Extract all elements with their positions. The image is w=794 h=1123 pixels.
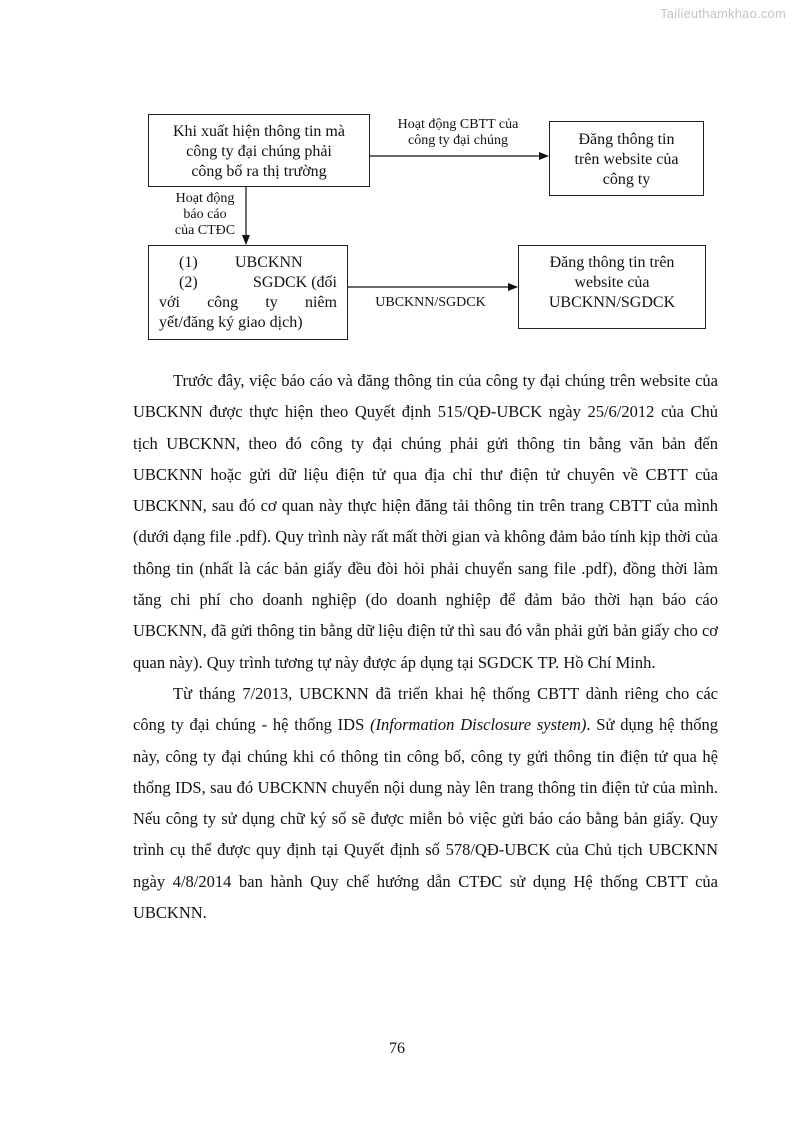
label-line: Hoạt động CBTT của — [397, 117, 519, 132]
box-line: website của — [574, 274, 650, 291]
word: công — [207, 294, 239, 311]
box-line: công ty — [602, 171, 651, 188]
text-run: . Sử dụng hệ thống này, công ty đại chúng khi có thông tin công bố, công ty gửi thông tin điện tử qua hệ thống IDS, sau đó UBCKNN chuyển nội dung này lên trang thông tin điện tử của mình. Nếu công ty sử dụng chữ ký số sẽ được miễn bỏ việc gửi báo cáo bằng bản giấy. Quy trình cụ thể được quy định tại Quyết định số 578/QĐ-UBCK của Chủ tịch UBCKNN ngày 4/8/2014 ban hành Quy chế hướng dẫn CTĐC sử dụng Hệ thống CBTT của UBCKNN. — [133, 715, 718, 923]
box-company-website — [549, 121, 704, 196]
label-line: báo cáo — [183, 207, 227, 222]
box-line: trên website của — [574, 151, 679, 168]
arrow-bottom-label: UBCKNN/SGDCK — [375, 295, 486, 310]
list-text: UBCKNN — [235, 254, 303, 271]
word: niêm — [304, 294, 337, 311]
list-continuation: yết/đăng ký giao dịch) — [159, 314, 303, 331]
box-line: Đăng thông tin — [578, 131, 675, 148]
box-regulator-website — [518, 245, 706, 329]
body-text — [133, 365, 718, 928]
list-number: (2) — [179, 274, 198, 291]
paragraph — [133, 678, 718, 928]
box-line: công bố ra thị trường — [191, 163, 327, 180]
box-line: Đăng thông tin trên — [549, 254, 675, 271]
label-line: của CTĐC — [174, 223, 236, 238]
word: ty — [265, 294, 278, 311]
italic-term: (Information Disclosure system) — [370, 715, 587, 735]
box-disclosure-trigger — [148, 114, 370, 187]
word: với — [159, 294, 180, 311]
label-line: công ty đại chúng — [408, 133, 508, 148]
list-text: SGDCK (đối — [252, 274, 337, 291]
box-regulators — [148, 245, 348, 340]
arrow-down-label — [160, 191, 250, 239]
text-run: Từ tháng 7/2013, UBCKNN đã triển khai hệ thống CBTT dành riêng cho các công ty đại chúng - hệ thống IDS — [133, 683, 718, 735]
label-line: Hoạt động — [175, 191, 235, 206]
arrows-layer — [0, 0, 794, 400]
box-line: công ty đại chúng phải — [186, 143, 332, 160]
paragraph: Trước đây, việc báo cáo và đăng thông tin của công ty đại chúng trên website của UBCKNN được thực hiện theo Quyết định 515/QĐ-UBCK ngày 25/6/2012 của Chủ tịch UBCKNN, theo đó công ty đại chúng phải gửi thông tin bằng văn bản đến UBCKNN hoặc gửi dữ liệu điện tử qua địa chỉ thư điện tử chuyên về CBTT của UBCKNN, sau đó cơ quan này thực hiện đăng tải thông tin trên trang CBTT của mình (dưới dạng file .pdf). Quy trình này rất mất thời gian và không đảm bảo tính kịp thời của thông tin (nhất là các bản giấy đều đòi hỏi phải chuyển sang file .pdf), đồng thời làm tăng chi phí cho doanh nghiệp (do doanh nghiệp để đảm bảo thời hạn báo cáo UBCKNN, đã gửi thông tin bằng dữ liệu điện tử thì sau đó vẫn phải gửi bản giấy cho cơ quan này). Quy trình tương tự này được áp dụng tại SGDCK TP. Hồ Chí Minh. — [133, 371, 718, 672]
box-line: Khi xuất hiện thông tin mà — [173, 123, 345, 140]
list-item — [159, 253, 337, 273]
arrow-top-label — [378, 117, 538, 149]
list-continuation — [159, 293, 337, 313]
watermark: Tailieuthamkhao.com — [660, 6, 786, 21]
list-number: (1) — [179, 254, 198, 271]
box-line: UBCKNN/SGDCK — [548, 294, 676, 311]
page-number: 76 — [389, 1040, 405, 1057]
list-item — [159, 273, 337, 293]
